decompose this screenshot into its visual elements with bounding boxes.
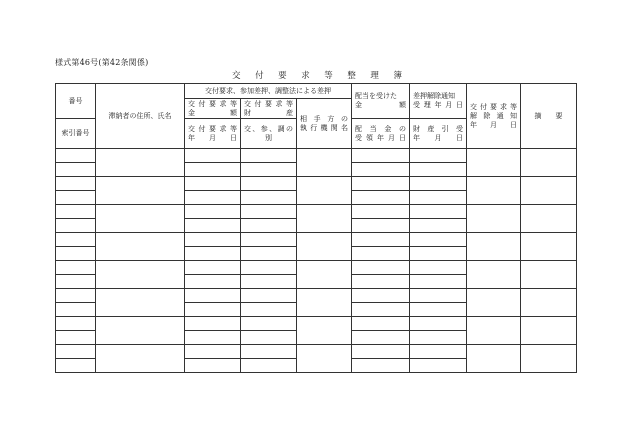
header-haito-kingaku-line2: 金 額 xyxy=(355,101,407,109)
ledger-cell xyxy=(410,303,467,317)
ledger-cell xyxy=(467,289,521,317)
ledger-cell xyxy=(352,247,410,261)
ledger-cell xyxy=(241,359,297,373)
ledger-cell xyxy=(96,261,185,289)
ledger-cell xyxy=(185,191,241,205)
ledger-cell xyxy=(56,261,96,275)
ledger-cell xyxy=(410,233,467,247)
ledger-cell xyxy=(185,261,241,275)
ledger-cell xyxy=(352,275,410,289)
ledger-cell xyxy=(96,345,185,373)
ledger-cell xyxy=(467,317,521,345)
header-aite xyxy=(297,99,352,149)
ledger-cell xyxy=(410,289,467,303)
ledger-cell xyxy=(352,317,410,331)
ledger-cell xyxy=(467,345,521,373)
header-kofu-nengappi xyxy=(185,119,241,149)
ledger-cell xyxy=(410,345,467,359)
ledger-cell xyxy=(56,317,96,331)
ledger-cell xyxy=(56,247,96,261)
ledger-cell xyxy=(241,149,297,163)
ledger-cell xyxy=(185,163,241,177)
ledger-cell xyxy=(96,149,185,177)
header-sashiosae-line1: 差押解除通知 xyxy=(413,92,456,100)
ledger-cell xyxy=(352,163,410,177)
header-group-title: 交付要求、参加差押、調整法による差押 xyxy=(185,84,352,99)
ledger-cell xyxy=(56,303,96,317)
ledger-cell xyxy=(241,205,297,219)
ledger-cell xyxy=(56,177,96,191)
ledger-cell xyxy=(467,233,521,261)
header-taino-sha: 滞納者の住所、氏名 xyxy=(96,84,185,149)
ledger-cell xyxy=(241,331,297,345)
header-sashiosae-kaijo xyxy=(410,84,467,119)
page-title: 交付要求等整理簿 xyxy=(232,71,402,81)
ledger-cell xyxy=(241,191,297,205)
ledger-cell xyxy=(185,275,241,289)
ledger-cell xyxy=(410,275,467,289)
header-zaisan-line2: 年 月 日 xyxy=(413,133,464,142)
ledger-cell xyxy=(352,289,410,303)
ledger-cell xyxy=(241,317,297,331)
header-haito-kingaku-line1: 配当を受けた xyxy=(355,92,398,100)
ledger-cell xyxy=(467,205,521,233)
ledger-cell xyxy=(185,219,241,233)
ledger-cell xyxy=(185,149,241,163)
ledger-body xyxy=(56,149,577,373)
header-bango: 番号 xyxy=(56,84,96,119)
ledger-cell xyxy=(185,289,241,303)
ledger-cell xyxy=(521,233,577,261)
ledger-cell xyxy=(185,317,241,331)
ledger-cell xyxy=(56,359,96,373)
header-tekiyo: 摘 要 xyxy=(521,84,577,149)
header-haito-nengappi xyxy=(352,119,410,149)
ledger-cell xyxy=(185,345,241,359)
ledger-cell xyxy=(410,317,467,331)
ledger-cell xyxy=(56,233,96,247)
ledger-cell xyxy=(410,149,467,163)
ledger-cell xyxy=(241,261,297,275)
ledger-cell xyxy=(352,345,410,359)
ledger-cell xyxy=(352,219,410,233)
header-kofu-kingaku-line2: 金 額 xyxy=(188,108,237,117)
ledger-cell xyxy=(185,233,241,247)
ledger-cell xyxy=(185,177,241,191)
ledger-cell xyxy=(185,247,241,261)
header-kofu-zaisan-line2: 財 産 xyxy=(244,108,293,117)
ledger-cell xyxy=(410,331,467,345)
ledger-cell xyxy=(297,233,352,261)
header-zaisan-line1: 財産引受 xyxy=(413,124,464,133)
ledger-cell xyxy=(56,205,96,219)
ledger-cell xyxy=(352,261,410,275)
ledger-cell xyxy=(410,177,467,191)
ledger-cell xyxy=(410,163,467,177)
ledger-cell xyxy=(352,205,410,219)
header-aite-line1: 相手方の xyxy=(300,114,349,123)
form-number: 様式第46号(第42条関係) xyxy=(55,58,149,67)
ledger-cell xyxy=(410,205,467,219)
header-kaijo-line1: 交付要求等 xyxy=(470,102,518,111)
ledger-cell xyxy=(96,317,185,345)
ledger-cell xyxy=(521,345,577,373)
ledger-cell xyxy=(185,359,241,373)
header-kofu-betsu xyxy=(241,119,297,149)
ledger-cell xyxy=(297,205,352,233)
ledger-cell xyxy=(352,233,410,247)
ledger-cell xyxy=(297,317,352,345)
ledger-cell xyxy=(56,345,96,359)
ledger-cell xyxy=(241,163,297,177)
ledger-cell xyxy=(241,289,297,303)
ledger-cell xyxy=(241,247,297,261)
ledger-cell xyxy=(185,331,241,345)
header-kofu-kingaku xyxy=(185,99,241,119)
ledger-cell xyxy=(521,177,577,205)
ledger-cell xyxy=(352,191,410,205)
ledger-cell xyxy=(467,177,521,205)
ledger-cell xyxy=(521,149,577,177)
ledger-cell xyxy=(410,359,467,373)
ledger-cell xyxy=(241,275,297,289)
ledger-cell xyxy=(352,331,410,345)
header-haito-nengappi-line1: 配当金の xyxy=(355,124,407,133)
ledger-cell xyxy=(56,163,96,177)
ledger-cell xyxy=(410,219,467,233)
ledger-cell xyxy=(467,261,521,289)
header-kofu-betsu-line2: 別 xyxy=(265,133,272,142)
ledger-cell xyxy=(352,303,410,317)
ledger-cell xyxy=(521,205,577,233)
header-kofu-nengappi-line2: 年 月 日 xyxy=(188,133,237,142)
ledger-table xyxy=(55,83,577,373)
header-kaijo-line3: 年 月 日 xyxy=(470,120,518,129)
ledger-cell xyxy=(352,359,410,373)
ledger-cell xyxy=(96,233,185,261)
header-kofu-zaisan xyxy=(241,99,297,119)
ledger-cell xyxy=(410,247,467,261)
ledger-cell xyxy=(521,261,577,289)
header-haito-nengappi-line2: 受領年月日 xyxy=(355,133,407,142)
ledger-cell xyxy=(56,219,96,233)
header-kofu-kingaku-line1: 交付要求等 xyxy=(188,99,237,108)
header-sashiosae-line2: 受理年月日 xyxy=(413,101,464,109)
ledger-cell xyxy=(297,261,352,289)
ledger-cell xyxy=(241,303,297,317)
ledger-cell xyxy=(241,233,297,247)
ledger-cell xyxy=(56,149,96,163)
ledger-cell xyxy=(521,289,577,317)
header-sakuin-bango: 索引番号 xyxy=(56,119,96,149)
ledger-cell xyxy=(410,261,467,275)
ledger-cell xyxy=(56,275,96,289)
header-haito-kingaku xyxy=(352,84,410,119)
ledger-cell xyxy=(56,191,96,205)
ledger-cell xyxy=(185,303,241,317)
ledger-cell xyxy=(96,177,185,205)
ledger-cell xyxy=(521,317,577,345)
header-aite-line2: 執行機関名 xyxy=(300,123,349,132)
header-kofu-nengappi-line1: 交付要求等 xyxy=(188,124,237,133)
ledger-cell xyxy=(297,345,352,373)
ledger-cell xyxy=(410,191,467,205)
ledger-cell xyxy=(467,149,521,177)
ledger-cell xyxy=(241,219,297,233)
ledger-cell xyxy=(96,289,185,317)
header-kaijo-tsuchi xyxy=(467,84,521,149)
ledger-cell xyxy=(56,289,96,303)
ledger-cell xyxy=(56,331,96,345)
ledger-cell xyxy=(297,149,352,177)
ledger-cell xyxy=(297,177,352,205)
ledger-cell xyxy=(241,177,297,191)
header-kaijo-line2: 解除通知 xyxy=(470,111,518,120)
header-kofu-zaisan-line1: 交付要求等 xyxy=(244,99,293,108)
ledger-cell xyxy=(297,289,352,317)
ledger-cell xyxy=(352,149,410,163)
header-kofu-betsu-line1: 交、参、調の xyxy=(244,124,293,133)
ledger-cell xyxy=(352,177,410,191)
ledger-cell xyxy=(185,205,241,219)
ledger-cell xyxy=(96,205,185,233)
header-zaisan-hikiuke xyxy=(410,119,467,149)
ledger-cell xyxy=(241,345,297,359)
